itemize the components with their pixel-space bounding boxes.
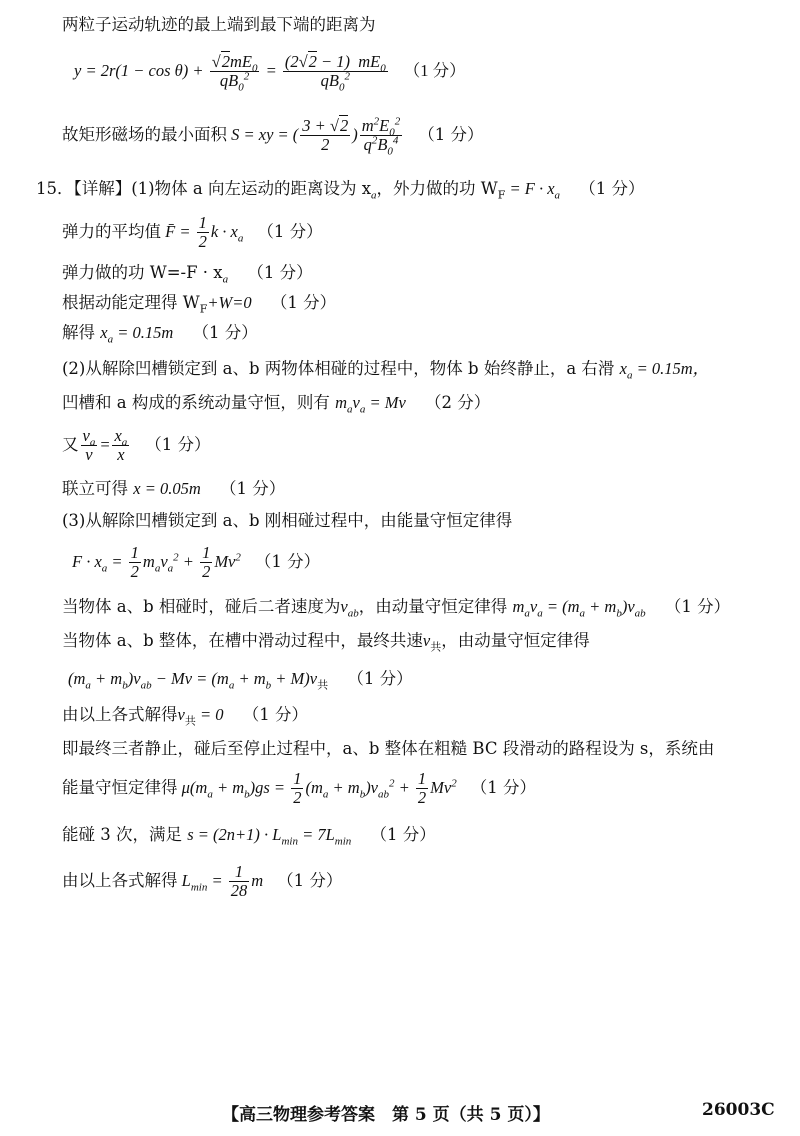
score: （1 分） xyxy=(242,705,308,724)
score: （1 分） xyxy=(470,778,536,797)
score: （1 分） xyxy=(270,293,337,312)
score: （1 分） xyxy=(277,871,343,890)
score: （1 分） xyxy=(418,125,484,144)
score: （1 分） xyxy=(257,222,323,241)
result-lmin: 由以上各式解得 $L_{min}$ = $\frac{1}{28}$ m （1 分） xyxy=(62,861,343,900)
unit: m xyxy=(251,871,264,890)
text-line: 联立可得 xyxy=(62,479,128,498)
formula-work-spring: 弹力做的功 $W=-F \cdot x_a$ （1 分） xyxy=(62,263,313,286)
score: （2 分） xyxy=(425,393,491,412)
score: （1 分） xyxy=(247,263,313,282)
score: （1 分） xyxy=(192,323,258,342)
score: （1 分） xyxy=(220,479,286,498)
text-line: 又 xyxy=(62,435,79,454)
formula-friction-energy: 能量守恒定律得 $\mu(m_a + m_b)gs$ = $\frac{1}{2}$ $(m_a + m_b)v_{ab}^2$ + $\frac{1}{2}$ Mv$^2$ （1 分） xyxy=(62,768,536,807)
formula-common-velocity: $(m_a + m_b)v_{ab} - Mv = (m_a + m_b + M)v_共$ （1 分） xyxy=(68,669,413,692)
text-line: 由以上各式解得 xyxy=(62,705,178,724)
formula-path: 能碰 3 次，满足 $s = (2n+1) \cdot L_{min} = 7L_{min}$ （1 分） xyxy=(62,825,436,848)
question-15-header: 15．【详解】(1)物体 a 向左运动的距离设为 $x_a$，外力做的功 $W_F = F \cdot x_a$ （1 分） xyxy=(36,179,645,202)
formula-momentum: 凹槽和 a 构成的系统动量守恒，则有 $m_av_a = Mv$ （2 分） xyxy=(62,393,491,416)
text-line: 即最终三者静止，碰后至停止过程中，a、b 整体在粗糙 BC 段滑动的路程设为 s，系统由 xyxy=(62,739,715,758)
result-xa: 解得 $x_a = 0.15m$ （1 分） xyxy=(62,323,258,346)
text-line: 弹力的平均值 xyxy=(62,222,161,241)
text-segment: (2)从解除凹槽锁定到 a、b 两物体相碰的过程中，物体 b 始终静止，a 右滑 xyxy=(62,359,615,378)
score: （1 分） xyxy=(664,597,731,616)
text-line: 由以上各式解得 xyxy=(62,871,178,890)
text-line: 弹力做的功 W=-F · x xyxy=(62,263,223,282)
formula-energy: $F \cdot x_a$ = $\frac{1}{2}$ $m_av_a^2$ + $\frac{1}{2}$ Mv$^2$ （1 分） xyxy=(72,542,321,581)
score: （1 分） xyxy=(403,61,466,80)
formula-avg-force: 弹力的平均值 F̄ = $\frac{1}{2}$ $k \cdot x_a$ （1 分） xyxy=(62,212,323,251)
text-line: 当物体 a、b 整体，在槽中滑动过程中，最终共速$v_共$，由动量守恒定律得 xyxy=(62,631,590,654)
text-line: (2)从解除凹槽锁定到 a、b 两物体相碰的过程中，物体 b 始终静止，a 右滑 $x_a = 0.15m$， xyxy=(62,359,710,382)
question-number: 15． xyxy=(36,179,74,198)
formula-area: 故矩形磁场的最小面积 S = xy = ( $\frac{3 + √2}{2}$ ) $\frac{m^2E_0^2}{q^2B_0^4}$ （1 分） xyxy=(62,115,484,157)
detail-tag: 【详解】(1)物体 a 向左运动的距离设为 x xyxy=(73,179,371,198)
score: （1 分） xyxy=(347,669,413,688)
text-segment: ，由动量守恒定律得 xyxy=(441,631,590,650)
formula-kinetic-energy: 根据动能定理得 $W_F+W=0$ （1 分） xyxy=(62,293,337,316)
text-line: ，外力做的功 W xyxy=(376,179,498,198)
page-footer: 【高三物理参考答案 第 5 页（共 5 页）】 xyxy=(222,1105,550,1125)
formula-ratio: 又 $\frac{v_a}{v}$ = $\frac{x_a}{x}$ （1 分） xyxy=(62,425,211,464)
score: （1 分） xyxy=(370,825,436,844)
score: （1 分） xyxy=(145,435,211,454)
result-x: 联立可得 x = 0.05m （1 分） xyxy=(62,479,286,498)
text-line: 凹槽和 a 构成的系统动量守恒，则有 xyxy=(62,393,330,412)
text-line: (3)从解除凹槽锁定到 a、b 刚相碰过程中，由能量守恒定律得 xyxy=(62,511,513,530)
score: （1 分） xyxy=(254,552,321,571)
score: （1 分） xyxy=(579,179,645,198)
formula-y: y = 2r(1 − cos θ) + $\frac{√2mE_0}{qB_0^2}$ = $\frac{(2√2 - 1) mE_0}{qB_0^2}$ （1 分） xyxy=(74,51,466,93)
text-line: ，由动量守恒定律得 xyxy=(358,597,508,616)
text-line: 解得 xyxy=(62,323,95,342)
text-segment: 当物体 a、b 整体，在槽中滑动过程中，最终共速 xyxy=(62,631,423,650)
text-line: 根据动能定理得 W xyxy=(62,293,200,312)
document-code: 26003C xyxy=(702,1100,775,1120)
result-common-velocity: 由以上各式解得$v_共 = 0$ （1 分） xyxy=(62,705,308,728)
text-line: 能量守恒定律得 xyxy=(62,778,178,797)
text-line: 两粒子运动轨迹的最上端到最下端的距离为 xyxy=(62,15,376,34)
text-line: 故矩形磁场的最小面积 xyxy=(62,125,227,144)
text-line: 能碰 3 次，满足 xyxy=(62,825,182,844)
text-line: 当物体 a、b 相碰时，碰后二者速度为 xyxy=(62,597,341,616)
formula-collision: 当物体 a、b 相碰时，碰后二者速度为$v_{ab}$，由动量守恒定律得 $m_av_a = (m_a + m_b)v_{ab}$ （1 分） xyxy=(62,597,731,620)
